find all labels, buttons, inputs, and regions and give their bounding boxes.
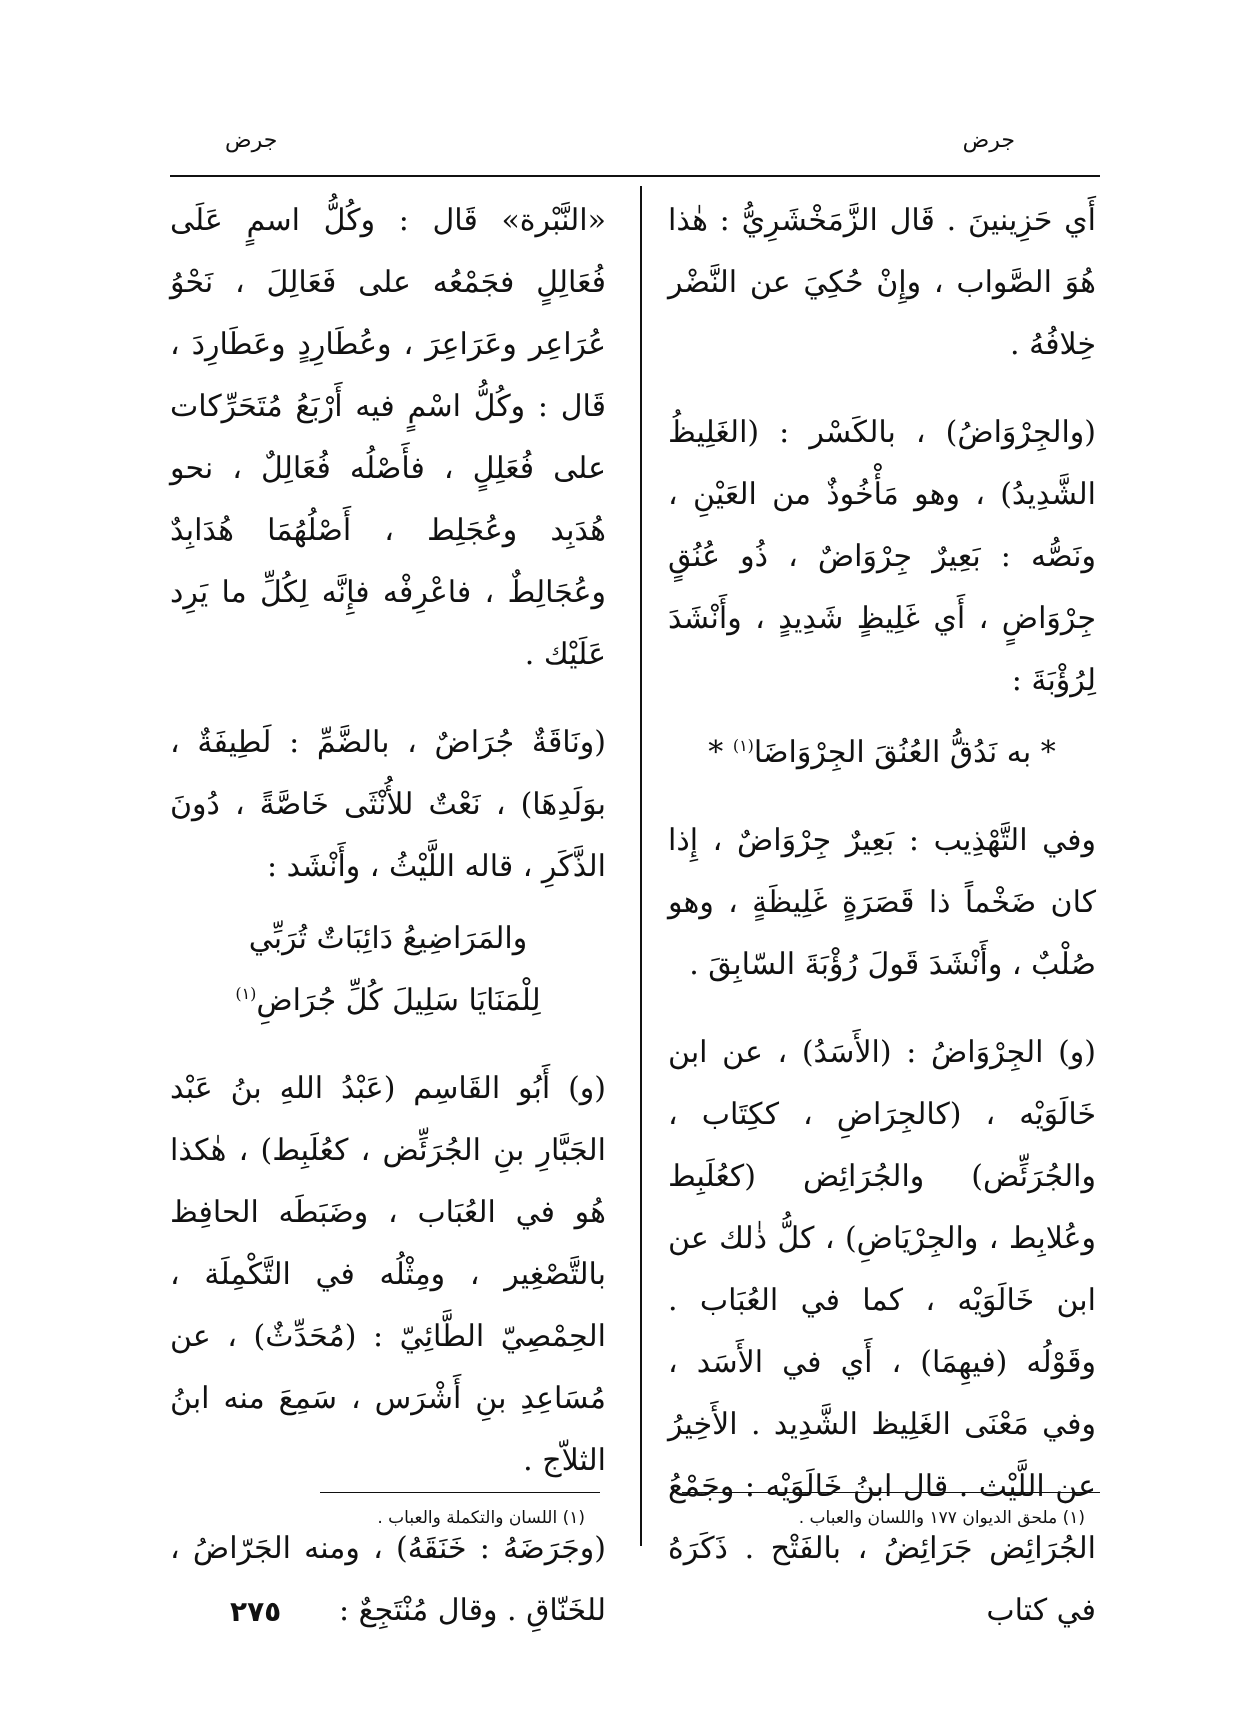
column-divider	[640, 186, 642, 1546]
left-verse	[170, 908, 606, 1032]
right-verse	[668, 722, 1096, 784]
left-verse-line-1: والمَرَاضِيعُ دَائِبَاتٌ تُرَبِّي	[248, 921, 528, 956]
left-verse-line-2: لِلْمَنَايَا سَلِيلَ كُلِّ جُرَاضِ	[256, 983, 541, 1018]
left-verse-note: (١)	[235, 984, 257, 1003]
left-paragraph-2: (ونَاقَةٌ جُرَاضٌ ، بالضَّمِّ : لَطِيفَةٌ ، بوَلَدِهَا) ، نَعْتٌ للأُنْثَى خَاصَّةً ، دُونَ الذَّكَرِ ، قاله اللَّيْثُ ، وأَنْشَد :	[170, 725, 606, 884]
left-verse-line-2-wrap	[170, 970, 606, 1032]
footnote-left: (١) اللسان والتكملة والعباب .	[377, 1508, 585, 1528]
left-paragraph-3: (و) أَبُو القَاسِم (عَبْدُ اللهِ بنُ عَبْد الجَبَّارِ بنِ الجُرَئِّض ، كعُلَبِط) ، هٰكذا هُو في العُبَاب ، وضَبَطَه الحافِظ بالتَّصْغِير ، ومِثْلُه في التَّكْمِلَة ، الحِمْصِيّ الطَّائِيّ : (مُحَدِّثٌ) ، عن مُسَاعِدِ بنِ أَشْرَس ، سَمِعَ منه ابنُ الثلاّج .	[170, 1071, 606, 1478]
page-number: ٢٧٥	[230, 1595, 282, 1628]
right-verse-text: * به نَدُقُّ العُنُقَ الجِرْوَاضَا	[753, 735, 1056, 770]
left-paragraph-1: «النَّبْرة» قَال : وكُلُّ اسمٍ عَلَى فُعَالِلٍ فجَمْعُه على فَعَالِلَ ، نَحْوُ عُرَاعِر وعَرَاعِرَ ، وعُطَارِدٍ وعَطَارِدَ ، قَال : وكُلُّ اسْمٍ فيه أَرْبَعُ مُتَحَرِّكات على فُعَلِلٍ ، فأَصْلُه فُعَالِلٌ ، نحو هُدَبِد وعُجَلِط ، أَصْلُهُمَا هُدَابِدٌ وعُجَالِطٌ ، فاعْرِفْه فإِنَّه لِكُلِّ ما يَرِد عَلَيْك .	[170, 203, 606, 672]
left-paragraph-4: (وجَرَضَهُ : خَنَقَهُ) ، ومنه الجَرّاضُ ، للخَنّاقِ . وقال مُنْتَجِعٌ :	[170, 1531, 606, 1628]
running-header-left: جرض	[225, 128, 278, 153]
right-verse-end: *	[708, 735, 724, 770]
footnote-right: (١) ملحق الديوان ١٧٧ واللسان والعباب .	[798, 1508, 1085, 1528]
right-paragraph-4: (و) الجِرْوَاضُ : (الأَسَدُ) ، عن ابن خَالَوَيْه ، (كالجِرَاضِ ، ككِتَاب ، والجُرَئِّض) والجُرَائِض (كعُلَبِط وعُلابِط ، والجِرْيَاضِ) ، كلُّ ذٰلك عن ابن خَالَوَيْه ، كما في العُبَاب . وقَوْلُه (فيهِمَا) ، أَي في الأَسَد ، وفي مَعْنَى الغَلِيظ الشَّدِيد . الأَخِيرُ عن اللَّيْث . قال ابنُ خَالَوَيْه : وجَمْعُ الجُرَائِض جَرَائِضُ ، بالفَتْح . ذَكَرَهُ في كتاب	[668, 1035, 1096, 1628]
right-verse-note: (١)	[732, 736, 754, 755]
right-paragraph-1: أَي حَزِينينَ . قَال الزَّمَخْشَرِيُّ : هٰذا هُوَ الصَّواب ، وإِنْ حُكِيَ عن النَّضْر خِلافُهُ .	[668, 203, 1096, 362]
right-column	[668, 190, 1096, 1652]
header-rule	[170, 175, 1100, 177]
right-paragraph-2: (والجِرْوَاضُ) ، بالكَسْر : (الغَلِيظُ الشَّدِيدُ) ، وهو مَأْخُوذٌ من العَيْنِ ، ونَصُّه : بَعِيرٌ جِرْوَاضٌ ، ذُو عُنُقٍ جِرْوَاضٍ ، أَي غَلِيظٍ شَدِيدٍ ، وأَنْشَدَ لِرُؤْبَةَ :	[668, 415, 1096, 698]
right-paragraph-3: وفي التَّهْذِيب : بَعِيرٌ جِرْوَاضٌ ، إِذا كان ضَخْماً ذا قَصَرَةٍ غَلِيظَةٍ ، وهو صُلْبٌ ، وأَنْشَدَ قَولَ رُؤْبَةَ السّابِقَ .	[668, 823, 1096, 982]
footnote-rule-right	[682, 1492, 1100, 1493]
left-column	[170, 190, 606, 1652]
footnote-rule-left	[320, 1492, 600, 1493]
running-header-right: جرض	[962, 128, 1015, 153]
